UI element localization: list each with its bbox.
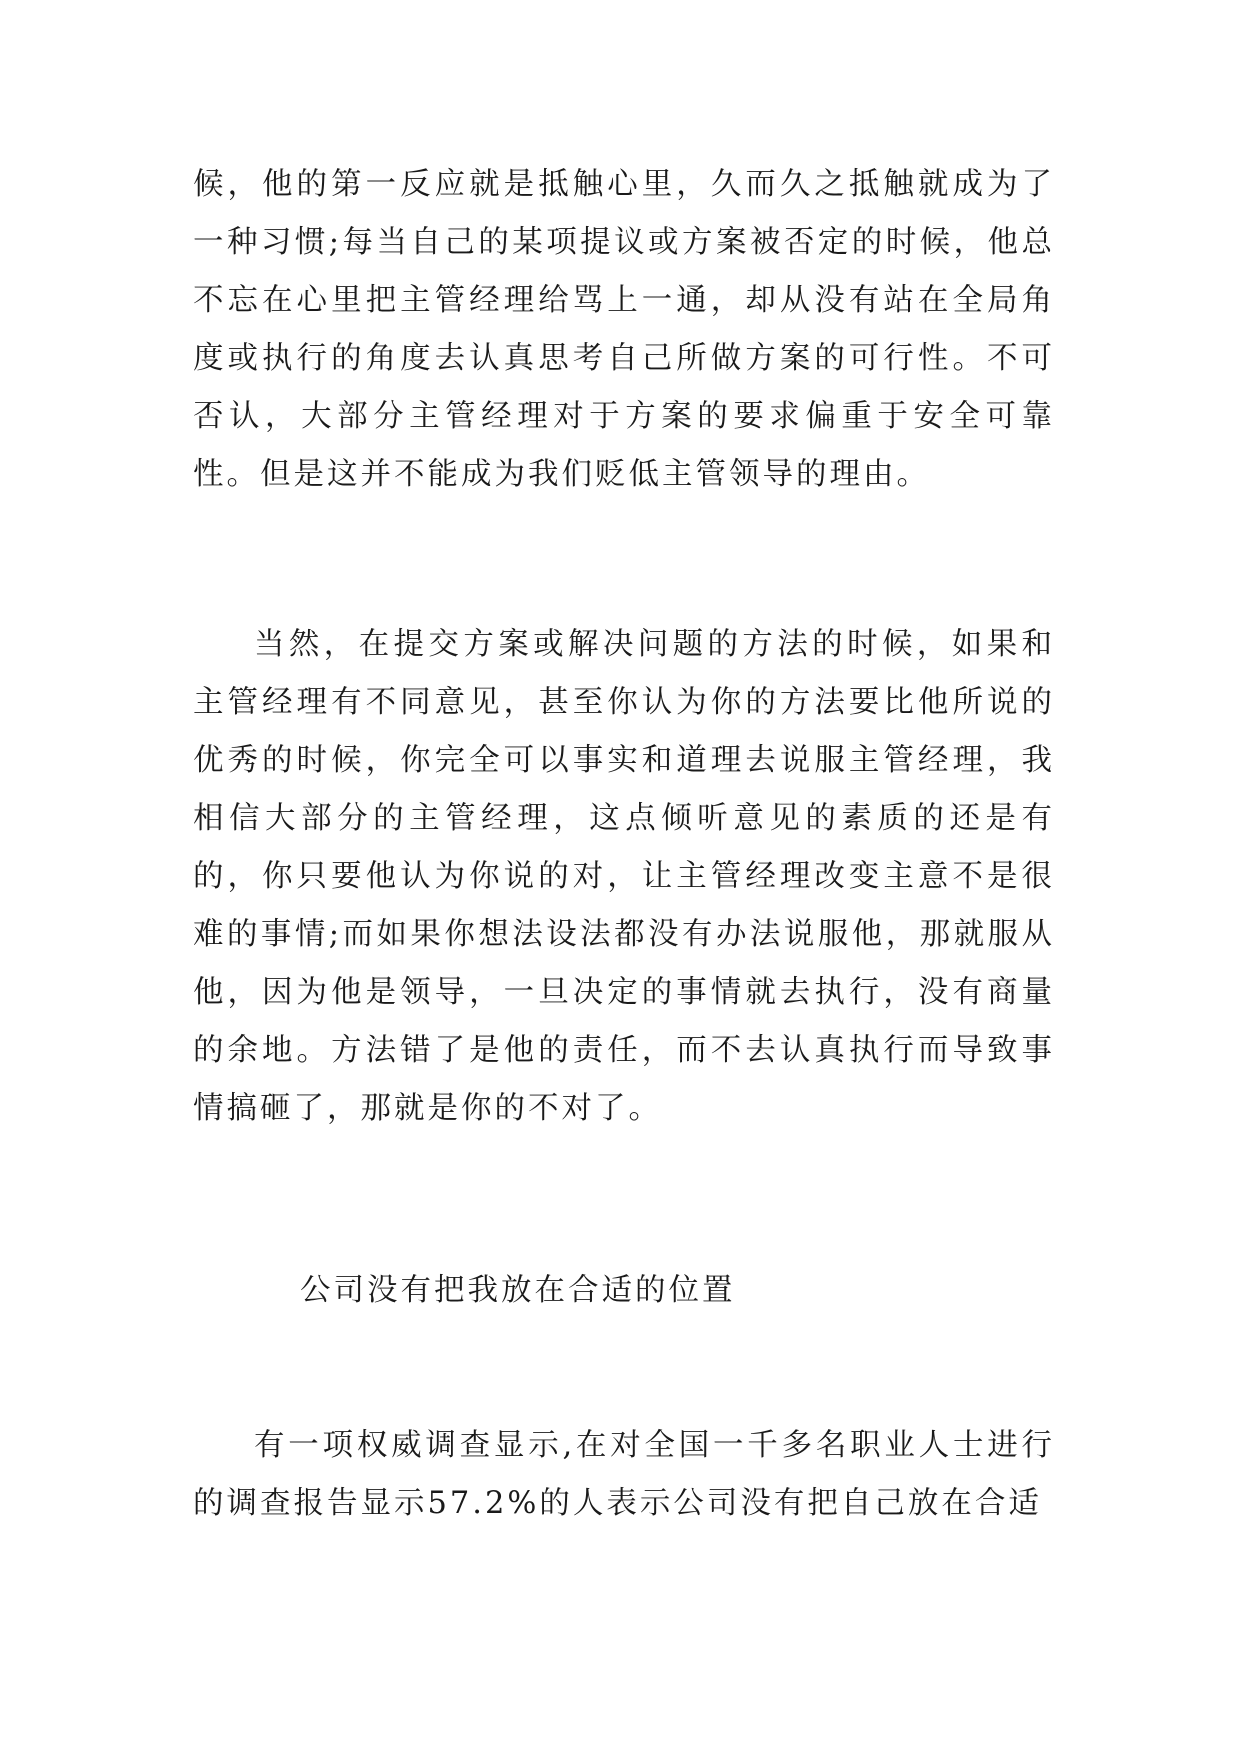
paragraph-continued: 候，他的第一反应就是抵触心里，久而久之抵触就成为了一种习惯;每当自己的某项提议或方案被否定的时候，他总不忘在心里把主管经理给骂上一通，却从没有站在全局角度或执行的角度去认真思考自己所做方案的可行性。不可否认，大部分主管经理对于方案的要求偏重于安全可靠性。但是这并不能成为我们贬低主管领导的理由。 <box>193 167 1055 492</box>
paragraph: 有一项权威调查显示,在对全国一千多名职业人士进行的调查报告显示57.2%的人表示公司没有把自己放在合适 <box>193 1428 1055 1521</box>
paragraph: 当然，在提交方案或解决问题的方法的时候，如果和主管经理有不同意见，甚至你认为你的方法要比他所说的优秀的时候，你完全可以事实和道理去说服主管经理，我相信大部分的主管经理，这点倾听意见的素质的还是有的，你只要他认为你说的对，让主管经理改变主意不是很难的事情;而如果你想法设法都没有办法说服他，那就服从他，因为他是领导，一旦决定的事情就去执行，没有商量的余地。方法错了是他的责任，而不去认真执行而导致事情搞砸了，那就是你的不对了。 <box>193 627 1055 1126</box>
section-heading: 公司没有把我放在合适的位置 <box>300 1273 736 1308</box>
